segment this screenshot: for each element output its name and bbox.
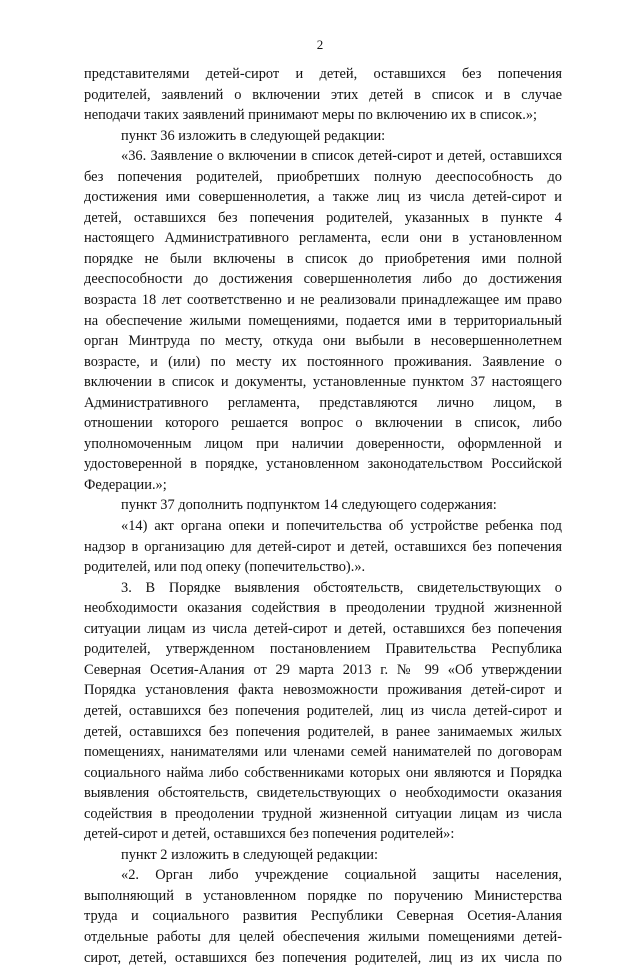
text-line: достижения ими совершеннолетия, а также лиц из числа детей-сирот и xyxy=(84,189,562,206)
text-line: надзор в организацию для детей-сирот и детей, оставшихся без попечения xyxy=(84,538,562,555)
text-line: детей, оставшихся без попечения родителей, указанных в пункте 4 xyxy=(84,209,562,226)
text-line: Порядка установления факта невозможности проживания детей-сирот и xyxy=(84,682,562,699)
text-line: выявления обстоятельств, свидетельствующих о необходимости оказания xyxy=(84,785,562,802)
text-line: детей, оставшихся без попечения родителей, в ранее занимаемых жилых xyxy=(84,723,562,740)
text-line: без попечения родителей, приобретших полную дееспособность до xyxy=(84,168,562,185)
text-line: детей-сирот и детей, оставшихся без попечения родителей»: xyxy=(84,826,455,843)
text-line: пункт 37 дополнить подпунктом 14 следующего содержания: xyxy=(121,497,497,514)
text-line: отношении которого решается вопрос о включении в список, либо xyxy=(84,415,562,432)
text-line: орган Минтруда по месту, откуда они выбыли в несовершеннолетнем xyxy=(84,333,562,350)
text-line: возраста 18 лет соответственно и не реализовали принадлежащее им право xyxy=(84,292,562,309)
text-line: социального найма либо собственниками которых они являются и Порядка xyxy=(84,764,562,781)
text-line: Северная Осетия-Алания от 29 марта 2013 г. № 99 «Об утверждении xyxy=(84,661,562,678)
text-line: сирот, детей, оставшихся без попечения родителей, лиц из их числа по xyxy=(84,949,562,966)
text-line: помещениях, нанимателями или членами семей нанимателей по договорам xyxy=(84,744,562,761)
text-line: дееспособности до достижения совершеннолетия либо до достижения xyxy=(84,271,562,288)
text-line: выполняющий в установленном порядке по поручению Министерства xyxy=(84,887,562,904)
text-line: родителей, заявлений о включении этих детей в список и в случае xyxy=(84,86,562,103)
text-line: труда и социального развития Республики Северная Осетия-Алания xyxy=(84,908,562,925)
text-line: неподачи таких заявлений принимают меры по включению их в список.»; xyxy=(84,107,538,124)
text-line: пункт 36 изложить в следующей редакции: xyxy=(121,127,386,144)
text-line: отдельные работы для целей обеспечения жилыми помещениями детей- xyxy=(84,928,562,945)
page-number: 2 xyxy=(316,37,324,52)
text-line: детей, оставшихся без попечения родителей, лиц из числа детей-сирот и xyxy=(84,702,562,719)
text-line: 3. В Порядке выявления обстоятельств, свидетельствующих о xyxy=(121,579,562,596)
text-line: содействия в преодолении трудной жизненной ситуации лицам из числа xyxy=(84,805,562,822)
text-line: Административного регламента, представляются лично лицом, в xyxy=(84,394,562,411)
text-line: пункт 2 изложить в следующей редакции: xyxy=(121,846,378,863)
text-line: Федерации.»; xyxy=(84,476,167,493)
text-line: «14) акт органа опеки и попечительства об устройстве ребенка под xyxy=(121,518,562,535)
text-line: «36. Заявление о включении в список детей-сирот и детей, оставшихся xyxy=(121,148,562,165)
text-line: возрасте, и (или) по месту их постоянного проживания. Заявление о xyxy=(84,353,562,370)
document-body xyxy=(84,64,562,968)
text-line: на обеспечение жилыми помещениями, подается ими в территориальный xyxy=(84,312,562,329)
text-line: необходимости оказания содействия в преодолении трудной жизненной xyxy=(84,600,562,617)
text-line: включении в список и документы, установленные пунктом 37 настоящего xyxy=(84,374,562,391)
text-line: родителей, или под опеку (попечительство).». xyxy=(84,559,366,576)
text-line: удостоверенной в порядке, установленном законодательством Российской xyxy=(84,456,562,473)
text-line: порядке не были включены в список до приобретения ими полной xyxy=(84,250,562,267)
text-line: родителей, утвержденном постановлением Правительства Республика xyxy=(84,641,562,658)
text-line: «2. Орган либо учреждение социальной защиты населения, xyxy=(121,867,562,884)
text-line: уполномоченным лицом при наличии доверенности, оформленной и xyxy=(84,435,562,452)
text-line: настоящего Административного регламента, если они в установленном xyxy=(84,230,562,247)
text-line: ситуации лицам из числа детей-сирот и детей, оставшихся без попечения xyxy=(84,620,562,637)
text-line: представителями детей-сирот и детей, оставшихся без попечения xyxy=(84,66,562,82)
